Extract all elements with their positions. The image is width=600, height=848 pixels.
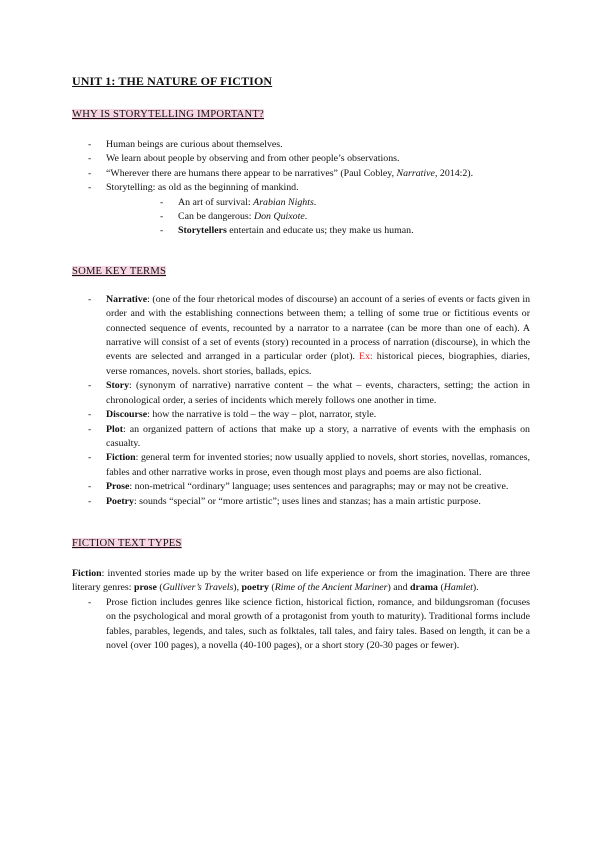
list-item: - We learn about people by observing and from other people’s observations. bbox=[72, 152, 530, 166]
section-why-storytelling bbox=[72, 104, 530, 239]
list-item: - “Wherever there are humans there appear to be narratives” (Paul Cobley, Narrative, 2014:2). bbox=[72, 167, 530, 181]
bullet-list bbox=[72, 138, 530, 239]
term-item-fiction: - Fiction: general term for invented stories; now usually applied to novels, short stories, novellas, romances, fables and other narrative works in prose, even though most plays and poems are also fictional. bbox=[72, 451, 530, 480]
list-item: - Storytelling: as old as the beginning of mankind. - An art of survival: Arabian Nights. - Can be dangerous: Don Quixote. - Storytellers entertain and educate us; they make us human. bbox=[72, 181, 530, 239]
fiction-paragraph: Fiction: invented stories made up by the writer based on life experience or from the imagination. There are three literary genres: prose (Gulliver’s Travels), poetry (Rime of the Ancient Mariner) and drama (Hamlet). bbox=[72, 567, 530, 594]
term-item-discourse: - Discourse: how the narrative is told – the way – plot, narrator, style. bbox=[72, 408, 530, 422]
term-item-plot: - Plot: an organized pattern of actions that make up a story, a narrative of events with the emphasis on casualty. bbox=[72, 423, 530, 452]
term-item-story: - Story: (synonym of narrative) narrative content – the what – events, characters, setting; the action in chronological order, a series of incidents which merely follows one another in time. bbox=[72, 379, 530, 408]
term-item-narrative: - Narrative: (one of the four rhetorical modes of discourse) an account of a series of events or facts given in order and with the establishing connections between them; a telling of some true or fictitious events or connected sequence of events, recounted by a narrator to a narratee (can be more than one of each). A narrative will consist of a set of events (story) recounted in a process of narration (discourse), in which the events are selected and arranged in a particular order (plot). Ex: historical pieces, biographies, diaries, verse romances, novels. short stories, ballads, epics. bbox=[72, 293, 530, 379]
list-item: - Human beings are curious about themselves. bbox=[72, 138, 530, 152]
example-label: Ex: bbox=[359, 351, 373, 363]
section-fiction-text-types bbox=[72, 533, 530, 653]
sub-list-item: - Can be dangerous: Don Quixote. bbox=[106, 210, 530, 224]
section-heading: SOME KEY TERMS bbox=[72, 265, 167, 277]
term-item-poetry: - Poetry: sounds “special” or “more artistic”; uses lines and stanzas; has a main artistic purpose. bbox=[72, 495, 530, 509]
term-item-prose: - Prose: non-metrical “ordinary” language; uses sentences and paragraphs; may or may not be creative. bbox=[72, 480, 530, 494]
sub-list bbox=[106, 196, 530, 239]
unit-title: UNIT 1: THE NATURE OF FICTION bbox=[72, 74, 273, 88]
section-heading: WHY IS STORYTELLING IMPORTANT? bbox=[72, 109, 264, 120]
sub-list-item: - Storytellers entertain and educate us; they make us human. bbox=[106, 224, 530, 238]
sub-list-item: - An art of survival: Arabian Nights. bbox=[106, 196, 530, 210]
bullet-list bbox=[72, 596, 530, 654]
section-key-terms bbox=[72, 261, 530, 509]
list-item: - Prose fiction includes genres like science fiction, historical fiction, romance, and bildungsroman (focuses on the psychological and moral growth of a protagonist from youth to maturity). Traditional forms include fables, parables, legends, and tales, such as folktales, tall tales, and fairy tales. Based on length, it can be a novel (over 100 pages), a novella (40-100 pages), or a short story (20-30 pages or fewer). bbox=[72, 596, 530, 654]
section-heading: FICTION TEXT TYPES bbox=[72, 537, 182, 549]
terms-list bbox=[72, 293, 530, 509]
